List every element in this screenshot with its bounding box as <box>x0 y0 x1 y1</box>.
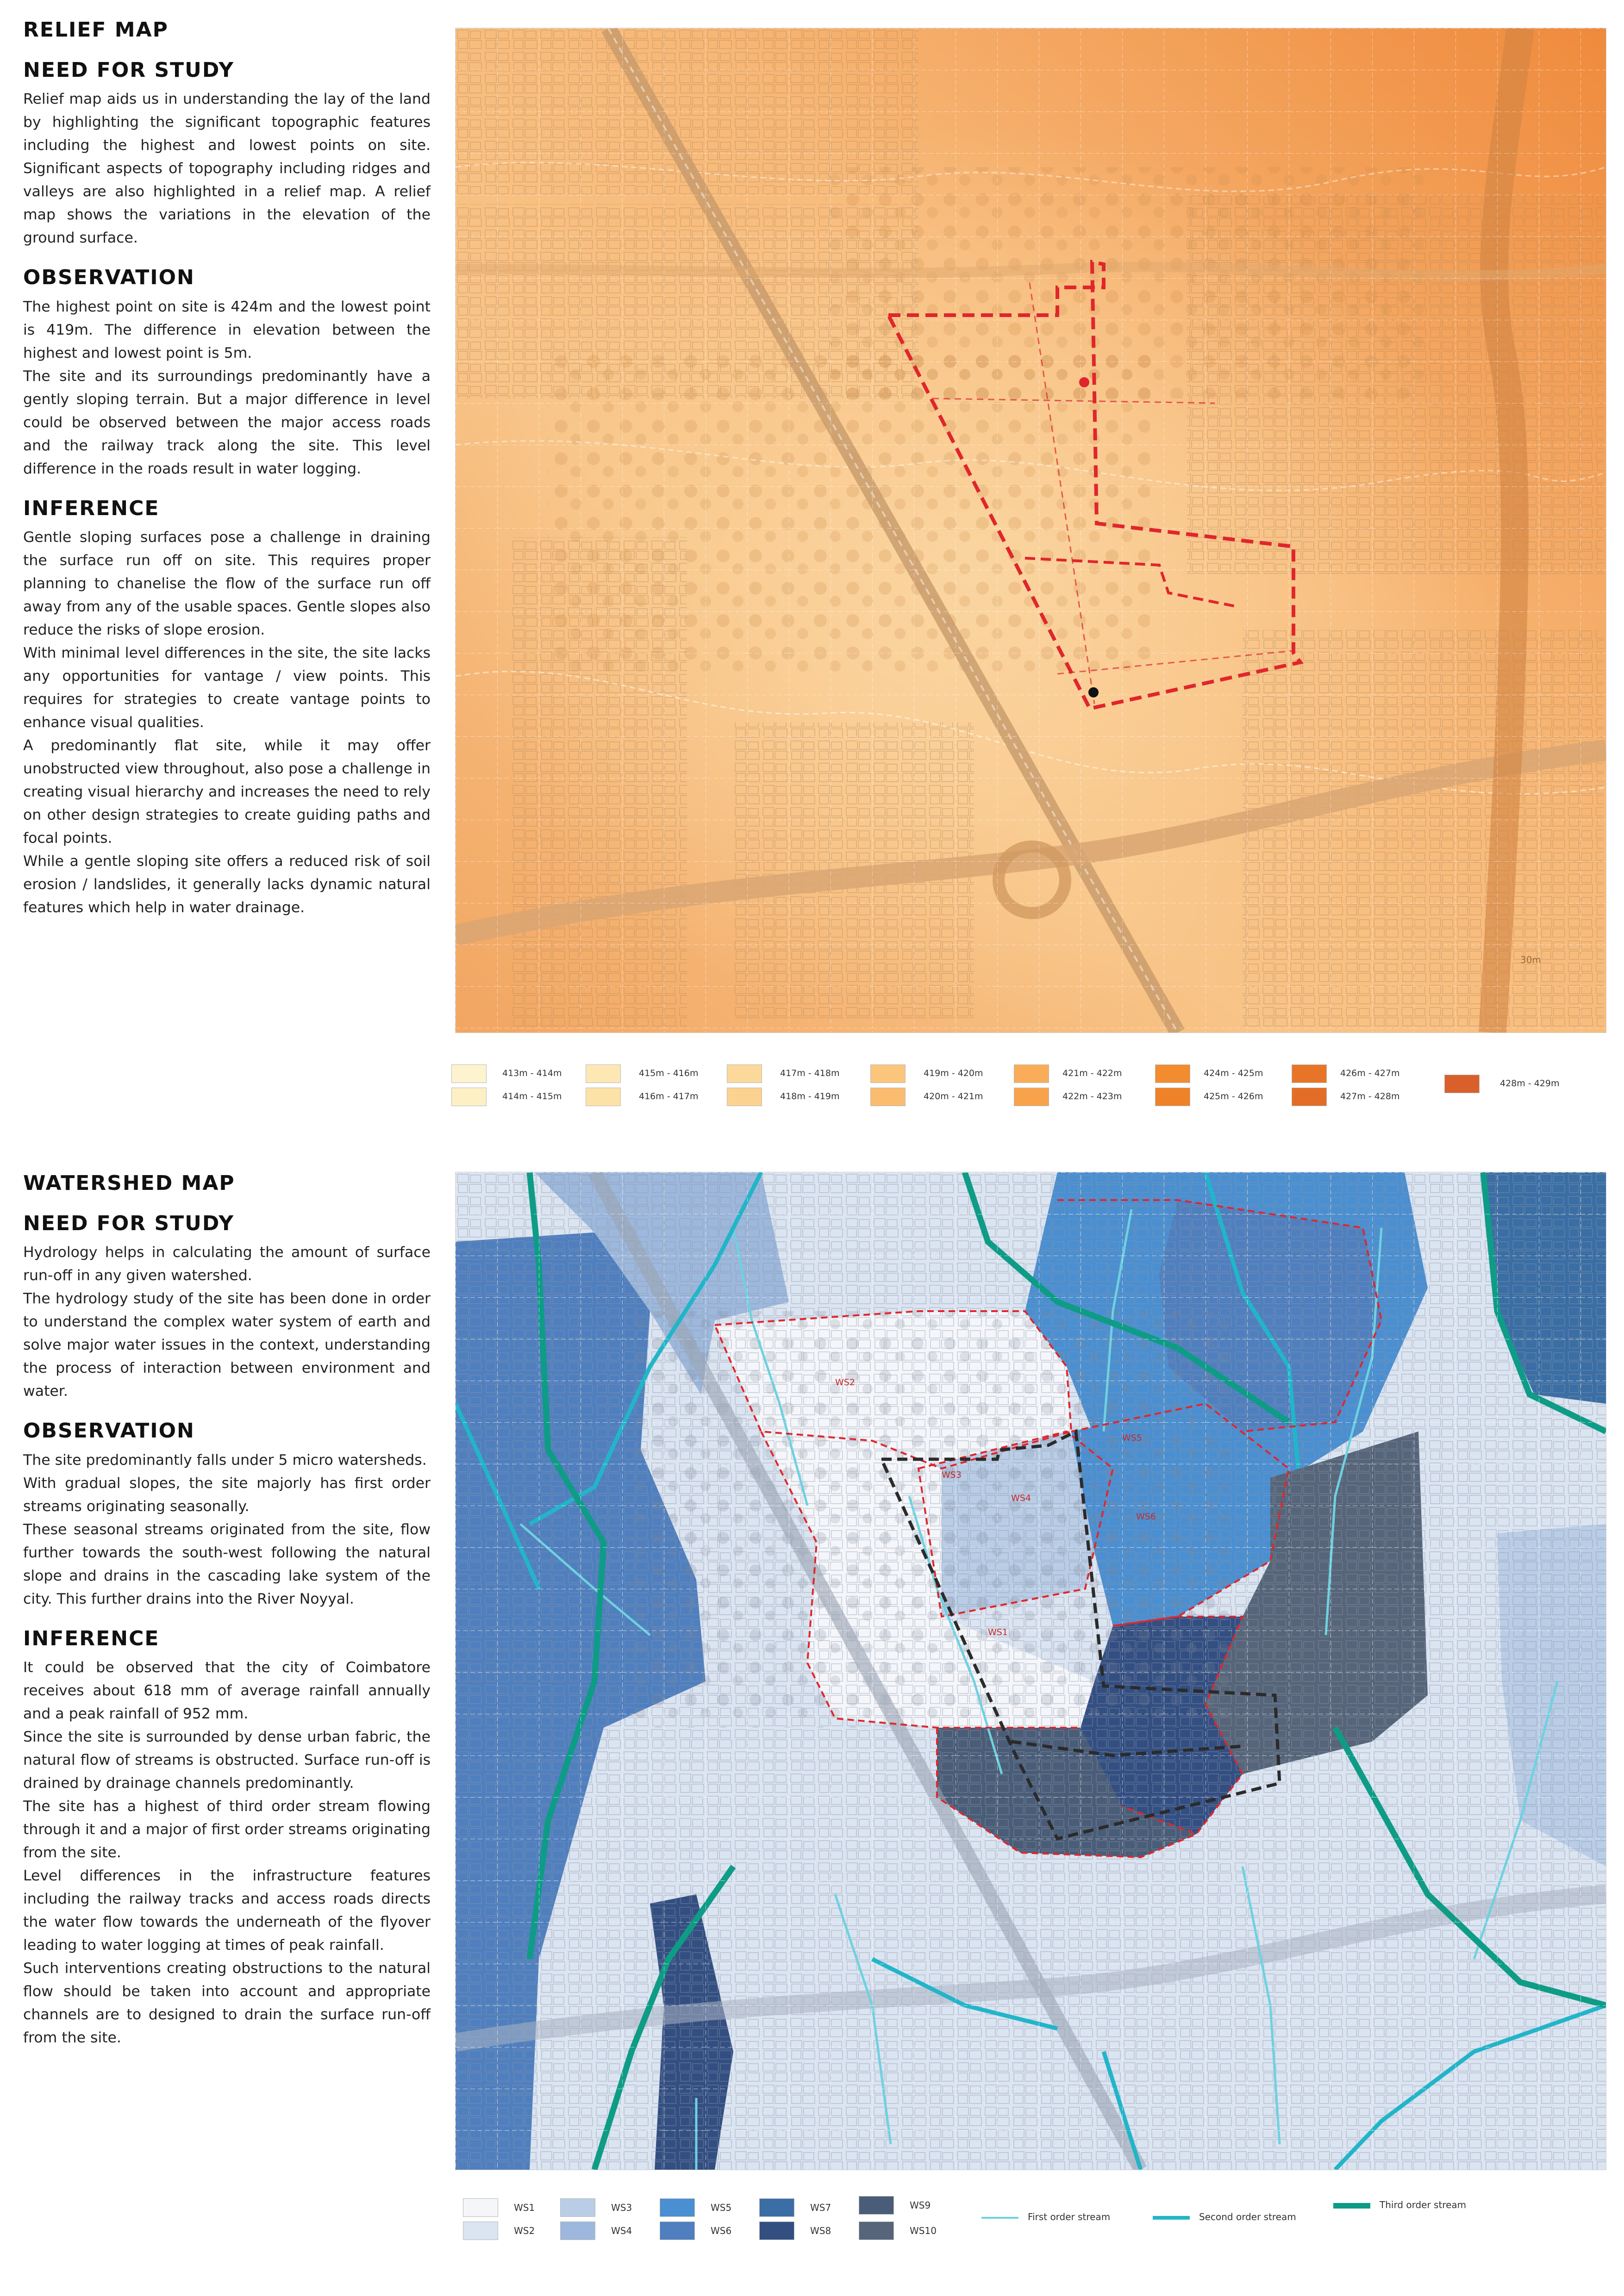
relief-legend-swatch <box>451 1088 487 1106</box>
relief-legend-swatch <box>1155 1064 1190 1083</box>
ws-legend-swatch <box>759 2198 794 2217</box>
relief-legend-swatch <box>586 1088 621 1106</box>
ws-legend-label: WS10 <box>910 2225 937 2236</box>
ws-legend-swatch <box>859 2196 894 2215</box>
stream-legend-label: First order stream <box>1028 2211 1111 2222</box>
ws-legend-swatch <box>463 2198 498 2217</box>
relief-map-graphic <box>456 28 1606 1033</box>
ws-legend-label: WS6 <box>711 2225 732 2236</box>
relief-legend-label: 414m - 415m <box>502 1091 562 1101</box>
relief-inference-text: Gentle sloping surfaces pose a challenge in draining the surface run off on site. This requires proper planning to chanelise the flow of the surface run off away from any of the usable spaces. Gentle slopes also reduce the risks of slope erosion. With minimal level differences in the site, the site lacks any opportunities for vantage / view points. This requires for strategies to create vantage points to enhance visual qualities. A predominantly flat site, while it may offer unobstructed view throughout, also pose a challenge in creating visual hierarchy and increases the need to rely on other design strategies to create guiding paths and focal points. While a gentle sloping site offers a reduced risk of soil erosion / landslides, it generally lacks dynamic natural features which help in water drainage. <box>23 529 431 916</box>
relief-legend-swatch <box>1292 1088 1327 1106</box>
watershed-observation-heading: OBSERVATION <box>23 1419 195 1443</box>
relief-legend-label: 428m - 429m <box>1500 1078 1560 1089</box>
watershed-need-text: Hydrology helps in calculating the amount of surface run-off in any given watershed. The hydrology study of the site has been done in order to understand the complex water system of earth and solve major water issues in the context, understanding the process of interaction between environment and water. <box>23 1244 431 1400</box>
relief-legend-label: 416m - 417m <box>639 1091 699 1101</box>
ws-legend-label: WS3 <box>611 2202 632 2213</box>
ws-legend-label: WS1 <box>514 2202 535 2213</box>
ws-legend-label: WS8 <box>810 2225 831 2236</box>
relief-legend-swatch <box>727 1088 762 1106</box>
relief-need-heading: NEED FOR STUDY <box>23 58 235 82</box>
relief-inference-heading: INFERENCE <box>23 496 160 520</box>
ws-legend-swatch <box>660 2198 695 2217</box>
watershed-label: WS3 <box>942 1470 962 1480</box>
relief-observation-heading: OBSERVATION <box>23 266 195 290</box>
watershed-text-column <box>23 1172 431 2049</box>
ws-legend-swatch <box>660 2221 695 2240</box>
ws-legend-label: WS7 <box>810 2202 831 2213</box>
first-order-stream-swatch <box>981 2217 1018 2219</box>
relief-legend-label: 424m - 425m <box>1204 1068 1263 1078</box>
relief-legend-label: 420m - 421m <box>924 1091 983 1101</box>
stream-legend-label: Third order stream <box>1380 2199 1467 2210</box>
ws-legend-swatch <box>759 2221 794 2240</box>
relief-legend-swatch <box>1292 1064 1327 1083</box>
relief-map <box>455 28 1606 1033</box>
relief-legend-label: 427m - 428m <box>1340 1091 1400 1101</box>
relief-legend-label: 417m - 418m <box>780 1068 840 1078</box>
watershed-label: WS4 <box>1011 1493 1031 1503</box>
relief-legend-label: 426m - 427m <box>1340 1068 1400 1078</box>
ws-legend-label: WS5 <box>711 2202 732 2213</box>
relief-legend-swatch <box>1014 1064 1049 1083</box>
watershed-map-graphic <box>456 1172 1606 2170</box>
relief-legend-label: 422m - 423m <box>1062 1091 1122 1101</box>
watershed-label: WS1 <box>988 1627 1008 1637</box>
ws-legend-swatch <box>560 2198 595 2217</box>
relief-text-column <box>23 19 431 919</box>
stream-legend-label: Second order stream <box>1199 2211 1296 2222</box>
relief-legend-swatch <box>727 1064 762 1083</box>
watershed-grid <box>456 1172 1606 2170</box>
relief-highest-point <box>1079 377 1089 387</box>
relief-map-title: RELIEF MAP <box>23 18 169 42</box>
relief-observation-text: The highest point on site is 424m and the lowest point is 419m. The difference in elevation between the highest and lowest point is 5m. The site and its surroundings predominantly have a gently sloping terrain. But a major difference in level could be observed between the major access roads and the railway track along the site. This level difference in the roads result in water logging. <box>23 298 431 477</box>
relief-legend-label: 418m - 419m <box>780 1091 840 1101</box>
ws-legend-label: WS2 <box>514 2225 535 2236</box>
watershed-observation-text: The site predominantly falls under 5 micro watersheds. With gradual slopes, the site majorly has first order streams originating seasonally. These seasonal streams originated from the site, flow further towards the south-west following the natural slope and drains in the cascading lake system of the city. This further drains into the River Noyyal. <box>23 1451 431 1607</box>
relief-need-text: Relief map aids us in understanding the lay of the land by highlighting the significant topographic features including the highest and lowest points on site. Significant aspects of topography including ridges and valleys are also highlighted in a relief map. A relief map shows the variations in the elevation of the ground surface. <box>23 91 431 247</box>
relief-legend-swatch <box>870 1064 906 1083</box>
ws-legend-swatch <box>463 2221 498 2240</box>
watershed-inference-text: It could be observed that the city of Coimbatore receives about 618 mm of average rainfall annually and a peak rainfall of 952 mm. Since the site is surrounded by dense urban fabric, the natural flow of streams is obstructed. Surface run-off is drained by drainage channels predominantly. The site has a highest of third order stream flowing through it and a major of first order streams originating from the site. Level differences in the infrastructure features including the railway tracks and access roads directs the water flow towards the underneath of the flyover leading to water logging at times of peak rainfall. Such interventions creating obstructions to the natural flow should be taken into account and appropriate channels are to designed to drain the surface run-off from the site. <box>23 1659 431 2047</box>
relief-grid <box>456 28 1606 1033</box>
watershed-map <box>455 1172 1606 2170</box>
watershed-map-title: WATERSHED MAP <box>23 1171 235 1195</box>
watershed-inference-heading: INFERENCE <box>23 1626 160 1650</box>
watershed-label: WS5 <box>1122 1433 1142 1443</box>
watershed-label: WS2 <box>835 1377 855 1388</box>
relief-legend-label: 421m - 422m <box>1062 1068 1122 1078</box>
watershed-label: WS6 <box>1136 1512 1156 1522</box>
relief-legend-swatch <box>1444 1075 1480 1093</box>
ws-legend-label: WS4 <box>611 2225 632 2236</box>
relief-legend-label: 413m - 414m <box>502 1068 562 1078</box>
relief-legend-swatch <box>1014 1088 1049 1106</box>
relief-legend-label: 425m - 426m <box>1204 1091 1263 1101</box>
relief-legend-label: 415m - 416m <box>639 1068 699 1078</box>
third-order-stream-swatch <box>1333 2203 1370 2209</box>
relief-legend-swatch <box>451 1064 487 1083</box>
relief-legend-swatch <box>586 1064 621 1083</box>
relief-lowest-point <box>1088 687 1099 697</box>
ws-legend-swatch <box>560 2221 595 2240</box>
relief-marker-label: 30m <box>1520 954 1541 965</box>
relief-legend-label: 419m - 420m <box>924 1068 983 1078</box>
relief-legend-swatch <box>870 1088 906 1106</box>
ws-legend-swatch <box>859 2221 894 2240</box>
watershed-need-heading: NEED FOR STUDY <box>23 1211 235 1235</box>
second-order-stream-swatch <box>1153 2216 1190 2220</box>
ws-legend-label: WS9 <box>910 2200 931 2211</box>
relief-legend-swatch <box>1155 1088 1190 1106</box>
